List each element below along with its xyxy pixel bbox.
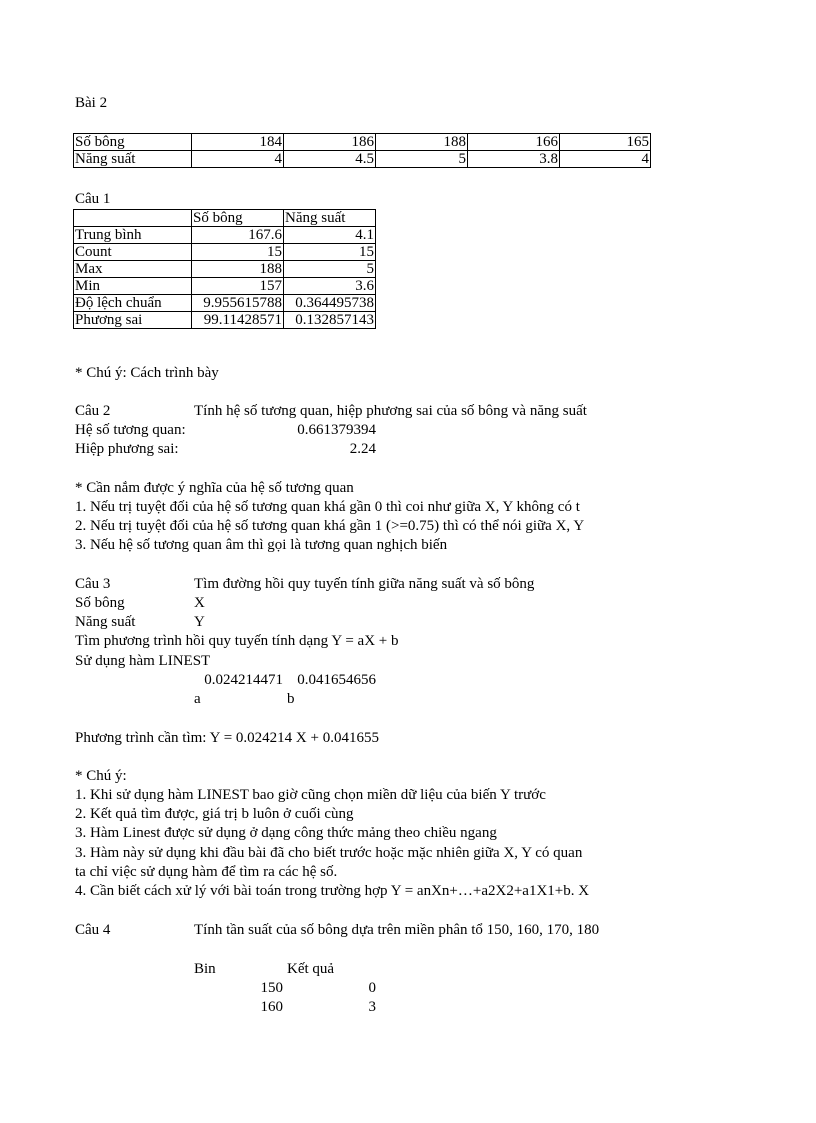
- coefficient-b-label: b: [287, 691, 295, 707]
- cell: 15: [192, 244, 284, 261]
- cell: 0.132857143: [284, 312, 376, 329]
- note-line: 1. Nếu trị tuyệt đối của hệ số tương quan khá gần 0 thì coi như giữa X, Y không có t: [75, 499, 580, 515]
- cau1-heading: Câu 1: [75, 191, 111, 207]
- cau4-heading: Câu 4: [75, 922, 111, 938]
- cau3-task: Tìm đường hồi quy tuyến tính giữa năng suất và số bông: [194, 576, 535, 592]
- note-line: 4. Cần biết cách xử lý với bài toán trong trường hợp Y = anXn+…+a2X2+a1X1+b. X: [75, 883, 590, 899]
- result-value: 3: [368, 999, 376, 1015]
- cell: 167.6: [192, 227, 284, 244]
- header-blank: [74, 210, 192, 227]
- cell: 15: [284, 244, 376, 261]
- cell: 0.364495738: [284, 295, 376, 312]
- note-line: 2. Kết quả tìm được, giá trị b luôn ở cuối cùng: [75, 806, 354, 822]
- cell: 166: [468, 134, 560, 151]
- page-title: Bài 2: [75, 95, 108, 111]
- table-row: [74, 244, 376, 261]
- cell: 186: [284, 134, 376, 151]
- bin-header: Bin: [194, 961, 216, 977]
- cell: 4.1: [284, 227, 376, 244]
- correlation-label: Hệ số tương quan:: [75, 422, 186, 438]
- cell: 5: [284, 261, 376, 278]
- row-label: Độ lệch chuẩn: [74, 295, 192, 312]
- note-heading: * Cần nắm được ý nghĩa của hệ số tương quan: [75, 480, 354, 496]
- note-line: 3. Hàm Linest được sử dụng ở dạng công thức mảng theo chiều ngang: [75, 825, 497, 841]
- table-row: [74, 261, 376, 278]
- cau2-task: Tính hệ số tương quan, hiệp phương sai của số bông và năng suất: [194, 403, 587, 419]
- table-row: [74, 227, 376, 244]
- note-heading: * Chú ý:: [75, 768, 127, 784]
- table-row: [74, 278, 376, 295]
- covariance-value: 2.24: [349, 441, 376, 457]
- coefficient-a-label: a: [194, 691, 201, 707]
- var1-value: X: [194, 595, 205, 611]
- note-line: 3. Hàm này sử dụng khi đầu bài đã cho biết trước hoặc mặc nhiên giữa X, Y có quan: [75, 845, 583, 861]
- table-row: [74, 134, 651, 151]
- row-label: Min: [74, 278, 192, 295]
- row-label: Năng suất: [74, 151, 192, 168]
- regression-equation: Phương trình cần tìm: Y = 0.024214 X + 0.041655: [75, 730, 379, 746]
- cell: 4.5: [284, 151, 376, 168]
- row-label: Trung bình: [74, 227, 192, 244]
- cell: 157: [192, 278, 284, 295]
- bin-value: 160: [260, 999, 283, 1015]
- row-label: Phương sai: [74, 312, 192, 329]
- stats-table: [73, 209, 376, 329]
- cell: 4: [560, 151, 651, 168]
- table-row: [74, 295, 376, 312]
- result-value: 0: [368, 980, 376, 996]
- data-table: [73, 133, 651, 168]
- row-label: Max: [74, 261, 192, 278]
- note-line: ta chỉ việc sử dụng hàm để tìm ra các hệ số.: [75, 864, 338, 880]
- cell: 5: [376, 151, 468, 168]
- var2-label: Năng suất: [75, 614, 136, 630]
- table-row: [74, 312, 376, 329]
- table-row: [74, 151, 651, 168]
- cell: 9.955615788: [192, 295, 284, 312]
- cell: 4: [192, 151, 284, 168]
- cell: 165: [560, 134, 651, 151]
- note-line: 1. Khi sử dụng hàm LINEST bao giờ cũng chọn miền dữ liệu của biến Y trước: [75, 787, 546, 803]
- result-header: Kết quả: [287, 961, 335, 977]
- cell: 188: [192, 261, 284, 278]
- correlation-value: 0.661379394: [297, 422, 376, 438]
- cell: 3.6: [284, 278, 376, 295]
- row-label: Số bông: [74, 134, 192, 151]
- covariance-label: Hiệp phương sai:: [75, 441, 179, 457]
- cell: 184: [192, 134, 284, 151]
- cau2-heading: Câu 2: [75, 403, 111, 419]
- var1-label: Số bông: [75, 595, 125, 611]
- column-header: Số bông: [192, 210, 284, 227]
- bin-value: 150: [260, 980, 283, 996]
- cau3-heading: Câu 3: [75, 576, 111, 592]
- cau1-note: * Chú ý: Cách trình bày: [75, 365, 219, 381]
- linest-usage: Sử dụng hàm LINEST: [75, 653, 211, 669]
- cell: 3.8: [468, 151, 560, 168]
- cell: 188: [376, 134, 468, 151]
- row-label: Count: [74, 244, 192, 261]
- cell: 99.11428571: [192, 312, 284, 329]
- column-header: Năng suất: [284, 210, 376, 227]
- coefficient-b: 0.041654656: [297, 672, 376, 688]
- note-line: 3. Nếu hệ số tương quan âm thì gọi là tương quan nghịch biến: [75, 537, 448, 553]
- cau4-task: Tính tần suất của số bông dựa trên miền phân tổ 150, 160, 170, 180: [194, 922, 600, 938]
- table-header-row: [74, 210, 376, 227]
- coefficient-a: 0.024214471: [204, 672, 283, 688]
- note-line: 2. Nếu trị tuyệt đối của hệ số tương quan khá gần 1 (>=0.75) thì có thể nói giữa X, Y: [75, 518, 585, 534]
- regression-form: Tìm phương trình hồi quy tuyến tính dạng Y = aX + b: [75, 633, 399, 649]
- var2-value: Y: [194, 614, 205, 630]
